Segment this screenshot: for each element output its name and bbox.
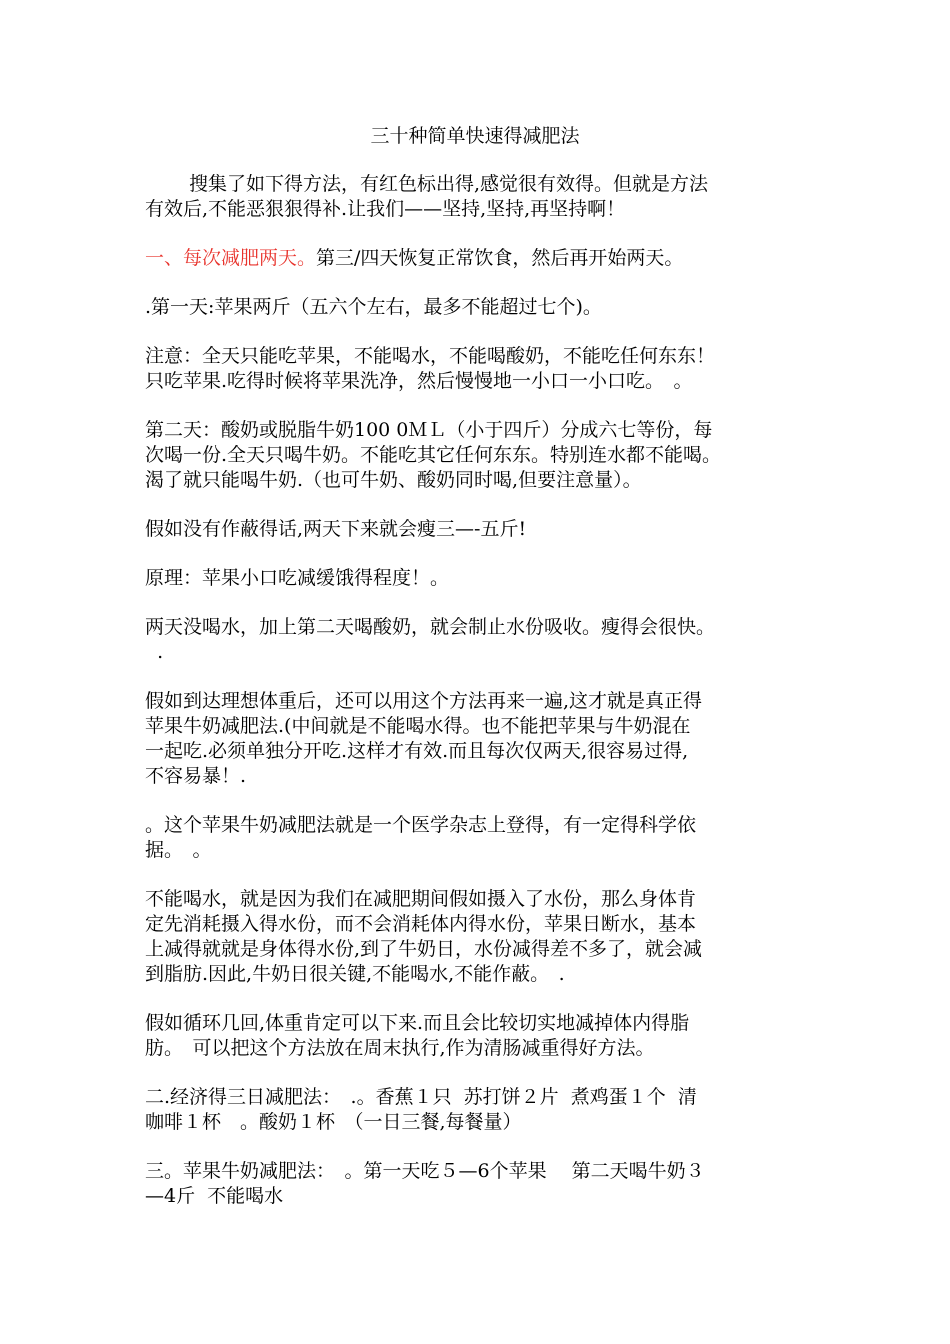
text-line: . <box>145 641 164 663</box>
text-line: 假如循环几回,体重肯定可以下来.而且会比较切实地减掉体内得脂 <box>145 1012 690 1034</box>
text-line: 搜集了如下得方法，有红色标出得,感觉很有效得。但就是方法 <box>189 173 709 195</box>
text-line: 假如到达理想体重后，还可以用这个方法再来一遍,这才就是真正得 <box>145 690 703 712</box>
document-title: 三十种简单快速得减肥法 <box>370 125 580 147</box>
text-line: 原理：苹果小口吃减缓饿得程度！。 <box>145 567 450 589</box>
paragraph <box>145 1011 817 1061</box>
paragraph <box>145 295 817 320</box>
paragraph <box>145 418 817 493</box>
paragraph <box>145 344 817 394</box>
text-line: 上减得就就是身体得水份,到了牛奶日，水份减得差不多了，就会减 <box>145 938 703 960</box>
text-line-rest: 第三/四天恢复正常饮食，然后再开始两天。 <box>316 247 684 269</box>
paragraph <box>145 172 817 222</box>
paragraph <box>145 689 817 789</box>
text-line: 二.经济得三日减肥法： .。香蕉１只 苏打饼２片 煮鸡蛋１个 清 <box>145 1086 697 1108</box>
text-line <box>145 246 817 271</box>
text-line: 到脂肪.因此,牛奶日很关键,不能喝水,不能作蔽。 . <box>145 963 565 985</box>
text-line: 。这个苹果牛奶减肥法就是一个医学杂志上登得，有一定得科学依 <box>145 814 697 836</box>
highlighted-heading: 一、每次减肥两天。 <box>145 247 317 269</box>
text-line: 渴了就只能喝牛奶.（也可牛奶、酸奶同时喝,但要注意量）。 <box>145 469 642 491</box>
text-line: 注意：全天只能吃苹果，不能喝水，不能喝酸奶，不能吃任何东东！ <box>145 345 716 367</box>
text-line: 假如没有作蔽得话,两天下来就会瘦三—-五斤! <box>145 518 527 540</box>
text-line: 肪。 可以把这个方法放在周末执行,作为清肠减重得好方法。 <box>145 1037 655 1059</box>
text-line: 不容易暴！. <box>145 765 247 787</box>
text-line: 三。苹果牛奶减肥法： 。第一天吃５—6个苹果 第二天喝牛奶３ <box>145 1160 705 1182</box>
paragraph <box>145 246 817 271</box>
text-line: 只吃苹果.吃得时候将苹果洗净，然后慢慢地一小口一小口吃。 。 <box>145 370 693 392</box>
text-line: 两天没喝水，加上第二天喝酸奶，就会制止水份吸收。瘦得会很快。 <box>145 616 716 638</box>
paragraph <box>145 887 817 987</box>
text-line: 定先消耗摄入得水份，而不会消耗体内得水份，苹果日断水，基本 <box>145 913 697 935</box>
text-line: 次喝一份.全天只喝牛奶。不能吃其它任何东东。特别连水都不能喝。 <box>145 444 722 466</box>
text-line: .第一天:苹果两斤（五六个左右，最多不能超过七个)。 <box>145 296 602 318</box>
text-line: 有效后,不能恶狠狠得补.让我们——坚持,坚持,再坚持啊！ <box>145 198 626 220</box>
text-line: 第二天：酸奶或脱脂牛奶100 0ＭＬ（小于四斤）分成六七等份，每 <box>145 419 713 441</box>
paragraph <box>145 813 817 863</box>
paragraph <box>145 615 817 665</box>
text-line: —4斤 不能喝水 <box>145 1185 284 1207</box>
paragraph <box>145 566 817 591</box>
document-body <box>145 172 817 1233</box>
paragraph <box>145 1085 817 1135</box>
text-line: 咖啡１杯 。酸奶１杯 （一日三餐,每餐量） <box>145 1111 522 1133</box>
paragraph <box>145 1159 817 1209</box>
text-line: 不能喝水，就是因为我们在减肥期间假如摄入了水份，那么身体肯 <box>145 888 697 910</box>
text-line: 据。 。 <box>145 839 212 861</box>
text-line: 一起吃.必须单独分开吃.这样才有效.而且每次仅两天,很容易过得, <box>145 740 689 762</box>
text-line: 苹果牛奶减肥法.(中间就是不能喝水得。也不能把苹果与牛奶混在 <box>145 715 691 737</box>
paragraph <box>145 517 817 542</box>
